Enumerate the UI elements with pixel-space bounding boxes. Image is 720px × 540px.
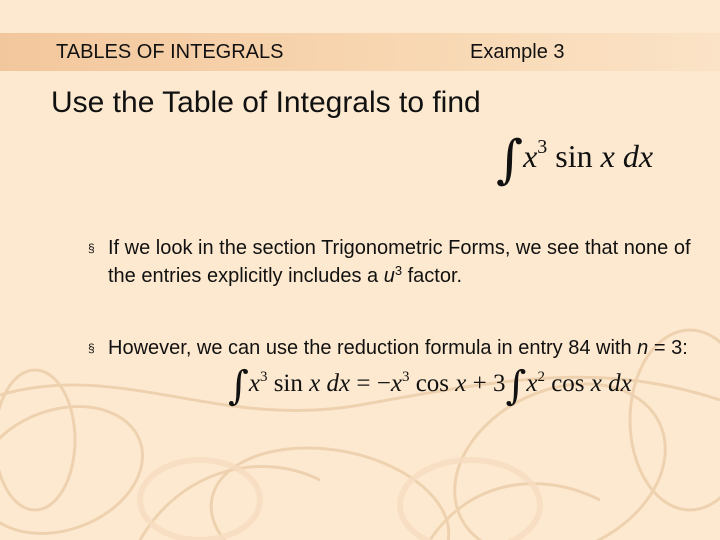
bullet-marker: § — [88, 341, 95, 355]
slide-title: Use the Table of Integrals to find — [51, 86, 481, 119]
example-label: Example 3 — [470, 41, 565, 63]
reduction-formula — [228, 363, 632, 409]
formula-function: sin — [555, 138, 593, 174]
formula-exponent: 2 — [537, 369, 545, 385]
formula-operator: = — [356, 370, 371, 397]
formula-exponent: 3 — [401, 369, 410, 385]
bullet-point-1 — [90, 234, 700, 290]
bullet-text-part: = 3: — [648, 337, 688, 359]
bullet-marker: § — [88, 241, 95, 255]
bullet-exponent: 3 — [394, 263, 403, 278]
formula-exponent: 3 — [259, 369, 268, 385]
formula-var: x — [638, 138, 654, 174]
bullet-text — [90, 334, 700, 362]
formula-var: x — [600, 138, 615, 174]
formula-var: x — [339, 370, 351, 397]
formula-var: x — [590, 370, 602, 397]
bullet-text-part: factor. — [402, 265, 463, 287]
formula-exponent: 3 — [537, 136, 548, 158]
section-title: TABLES OF INTEGRALS — [56, 41, 284, 63]
formula-var: x — [309, 370, 321, 397]
integral-sign: ∫ — [496, 130, 524, 190]
formula-differential: d — [608, 370, 621, 397]
formula-differential: d — [622, 138, 639, 174]
integral-sign: ∫ — [505, 363, 527, 409]
formula-differential: d — [326, 370, 339, 397]
bullet-point-2 — [90, 334, 700, 362]
bullet-text-part: If we look in the section Trigonometric Forms, we see that none of the entries explicitly includes a — [108, 237, 691, 287]
formula-coefficient: 3 — [492, 370, 506, 397]
formula-var: x — [620, 370, 632, 397]
bullet-text — [90, 234, 700, 290]
formula-var: x — [390, 370, 402, 397]
bullet-var: u — [383, 265, 395, 287]
integral-sign: ∫ — [228, 363, 249, 409]
formula-var: x — [523, 138, 538, 174]
formula-var: x — [526, 370, 538, 397]
formula-function: cos — [551, 370, 585, 397]
formula-var: x — [455, 370, 467, 397]
formula-operator: − — [376, 370, 391, 397]
bullet-var: n — [637, 337, 649, 359]
formula-var: x — [248, 370, 260, 397]
formula-operator: + — [472, 370, 487, 397]
bullet-text-part: However, we can use the reduction formula in entry 84 with — [108, 337, 638, 359]
formula-function: sin — [273, 370, 303, 397]
formula-function: cos — [415, 370, 450, 397]
integral-formula — [496, 130, 654, 190]
